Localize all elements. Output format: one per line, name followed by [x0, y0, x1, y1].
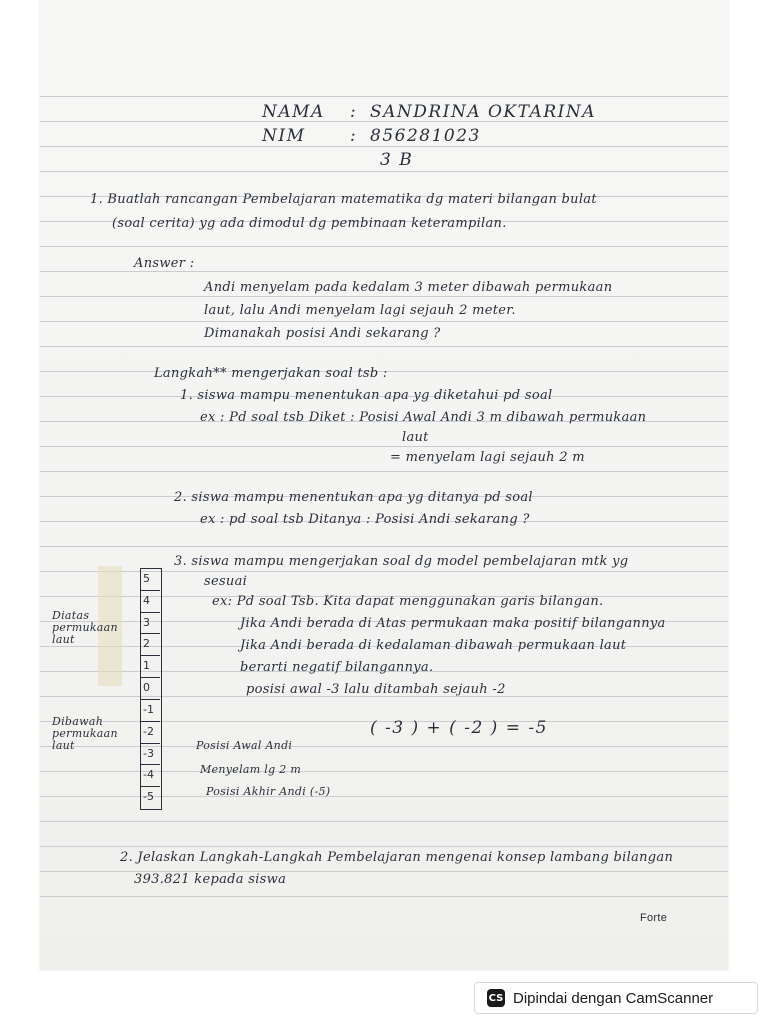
question-2-line-1: 2. Jelaskan Langkah-Langkah Pembelajaran mengenai konsep lambang bilangan [120, 850, 674, 865]
number-line-value: 4 [143, 593, 150, 607]
number-line-tick [140, 721, 160, 722]
notebook-brand: Forte [640, 912, 668, 924]
steps-heading: Langkah** mengerjakan soal tsb : [154, 366, 388, 381]
nama-label: NAMA [262, 102, 325, 122]
ruled-line [40, 471, 728, 472]
number-line-value: -2 [143, 724, 154, 738]
note-start-position: Posisi Awal Andi [196, 739, 293, 752]
nim-separator: : [350, 126, 358, 146]
number-line-value: 1 [143, 659, 150, 673]
number-line-value: -5 [143, 790, 154, 804]
step-2: 2. siswa mampu menentukan apa yg ditanya pd soal [174, 490, 533, 505]
number-line-tick [140, 633, 160, 634]
notebook-page [40, 0, 728, 970]
question-2-line-2: 393.821 kepada siswa [134, 872, 287, 887]
camscanner-watermark [474, 982, 758, 1014]
camscanner-text: Dipindai dengan CamScanner [513, 989, 714, 1007]
step-3-example-4: berarti negatif bilangannya. [240, 660, 434, 675]
step-3-example-5: posisi awal -3 lalu ditambah sejauh -2 [246, 682, 506, 697]
note-end-position: Posisi Akhir Andi (-5) [206, 785, 331, 798]
equation: ( -3 ) + ( -2 ) = -5 [370, 718, 548, 738]
number-line-value: -4 [143, 768, 154, 782]
number-line-marks [140, 568, 160, 808]
story-line-2: laut, lalu Andi menyelam lagi sejauh 2 meter. [204, 303, 516, 318]
label-below-surface: Dibawah permukaan laut [52, 715, 118, 752]
ruled-line [40, 546, 728, 547]
step-3: 3. siswa mampu mengerjakan soal dg model pembelajaran mtk yg [174, 554, 629, 569]
number-line-tick [140, 764, 160, 765]
number-line-value: -1 [143, 702, 154, 716]
number-line-tick [140, 677, 160, 678]
step-3-example-1: ex: Pd soal Tsb. Kita dapat menggunakan garis bilangan. [212, 594, 604, 609]
number-line-value: 5 [143, 572, 150, 585]
step-2-example: ex : pd soal tsb Ditanya : Posisi Andi sekarang ? [200, 512, 530, 527]
ruled-line [40, 296, 728, 297]
number-line-tick [140, 699, 160, 700]
number-line-value: -3 [143, 746, 154, 760]
number-line-tick [140, 590, 160, 591]
story-line-3: Dimanakah posisi Andi sekarang ? [204, 326, 441, 341]
nim-label: NIM [262, 126, 306, 146]
step-1-example-2: laut [402, 430, 429, 445]
ruled-line [40, 246, 728, 247]
ruled-line [40, 321, 728, 322]
step-3-cont: sesuai [204, 574, 248, 589]
step-1-example: ex : Pd soal tsb Diket : Posisi Awal Andi 3 m dibawah permukaan [200, 410, 647, 425]
number-line-value: 3 [143, 615, 150, 629]
ruled-line [40, 96, 728, 97]
ruled-line [40, 896, 728, 897]
number-line-tick [140, 743, 160, 744]
ruled-line [40, 446, 728, 447]
note-dive: Menyelam lg 2 m [200, 763, 302, 776]
number-line-tick [140, 655, 160, 656]
class-value: 3 B [380, 150, 414, 170]
nama-value: SANDRINA OKTARINA [370, 102, 596, 122]
ruled-line [40, 821, 728, 822]
camscanner-logo-icon: CS [487, 989, 505, 1007]
ruled-line [40, 846, 728, 847]
number-line-value: 2 [143, 637, 150, 651]
step-3-example-3: Jika Andi berada di kedalaman dibawah permukaan laut [240, 638, 627, 653]
number-line-tick [140, 786, 160, 787]
number-line-value: 0 [143, 681, 150, 695]
question-1-line-1: 1. Buatlah rancangan Pembelajaran matematika dg materi bilangan bulat [90, 192, 597, 207]
ruled-line [40, 171, 728, 172]
step-1: 1. siswa mampu menentukan apa yg diketahui pd soal [180, 388, 553, 403]
answer-label: Answer : [134, 256, 195, 271]
nama-separator: : [350, 102, 358, 122]
step-1-example-3: = menyelam lagi sejauh 2 m [390, 450, 585, 465]
step-3-example-2: Jika Andi berada di Atas permukaan maka positif bilangannya [240, 616, 666, 631]
number-line-tick [140, 612, 160, 613]
ruled-line [40, 346, 728, 347]
nim-value: 856281023 [370, 126, 481, 146]
ruled-line [40, 146, 728, 147]
story-line-1: Andi menyelam pada kedalam 3 meter dibawah permukaan [204, 280, 613, 295]
ruled-line [40, 271, 728, 272]
label-above-surface: Diatas permukaan laut [52, 609, 118, 646]
question-1-line-2: (soal cerita) yg ada dimodul dg pembinaan keterampilan. [112, 216, 507, 231]
